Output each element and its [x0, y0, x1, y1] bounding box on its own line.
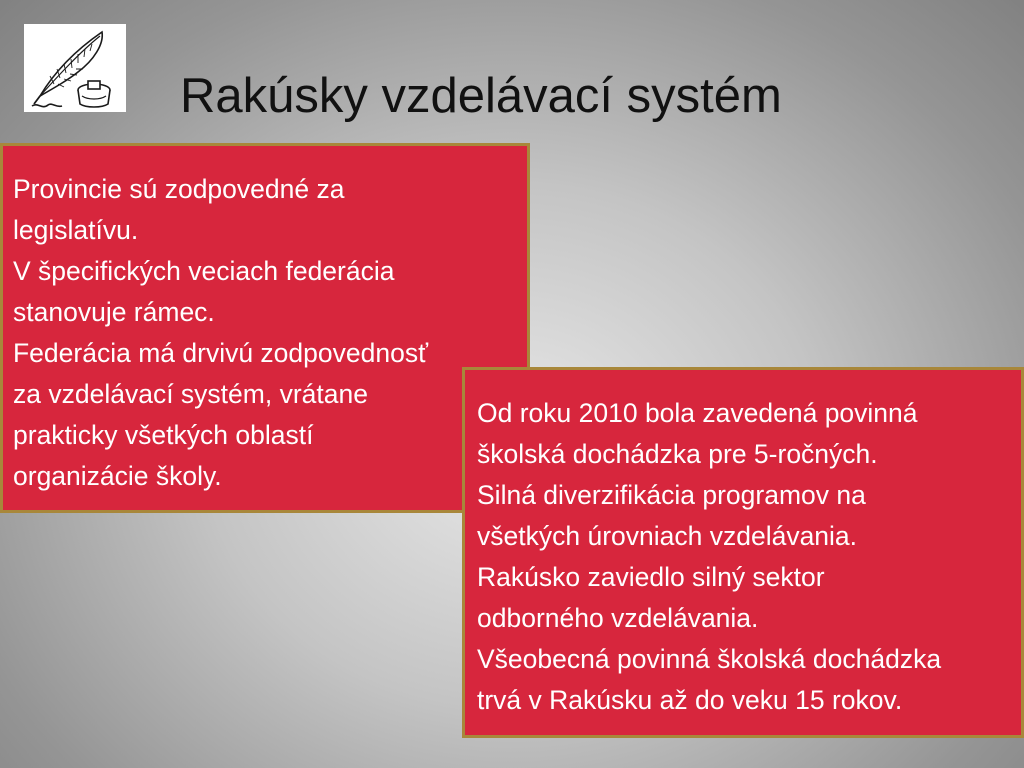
right-box-line: Od roku 2010 bola zavedená povinná: [477, 398, 918, 428]
left-box-line: stanovuje rámec.: [13, 297, 215, 327]
right-info-box: [462, 367, 1024, 738]
left-box-line: Federácia má drvivú zodpovednosť: [13, 338, 429, 368]
right-box-line: Rakúsko zaviedlo silný sektor: [477, 562, 825, 592]
right-box-line: odborného vzdelávania.: [477, 603, 759, 633]
quill-and-inkwell-icon: [24, 24, 126, 112]
left-box-line: Provincie sú zodpovedné za: [13, 174, 345, 204]
right-box-line: trvá v Rakúsku až do veku 15 rokov.: [477, 685, 903, 715]
right-box-line: školská dochádzka pre 5-ročných.: [477, 439, 878, 469]
left-box-line: prakticky všetkých oblastí: [13, 420, 314, 450]
left-box-line: V špecifických veciach federácia: [13, 256, 395, 286]
left-box-line: legislatívu.: [13, 215, 139, 245]
quill-inkwell-logo: [24, 24, 126, 112]
left-box-line: organizácie školy.: [13, 461, 222, 491]
right-box-line: Silná diverzifikácia programov na: [477, 480, 866, 510]
right-box-line: všetkých úrovniach vzdelávania.: [477, 521, 858, 551]
right-box-line: Všeobecná povinná školská dochádzka: [477, 644, 942, 674]
left-box-line: za vzdelávací systém, vrátane: [13, 379, 368, 409]
left-info-box: [0, 143, 530, 513]
slide-title: Rakúsky vzdelávací systém: [180, 69, 782, 123]
